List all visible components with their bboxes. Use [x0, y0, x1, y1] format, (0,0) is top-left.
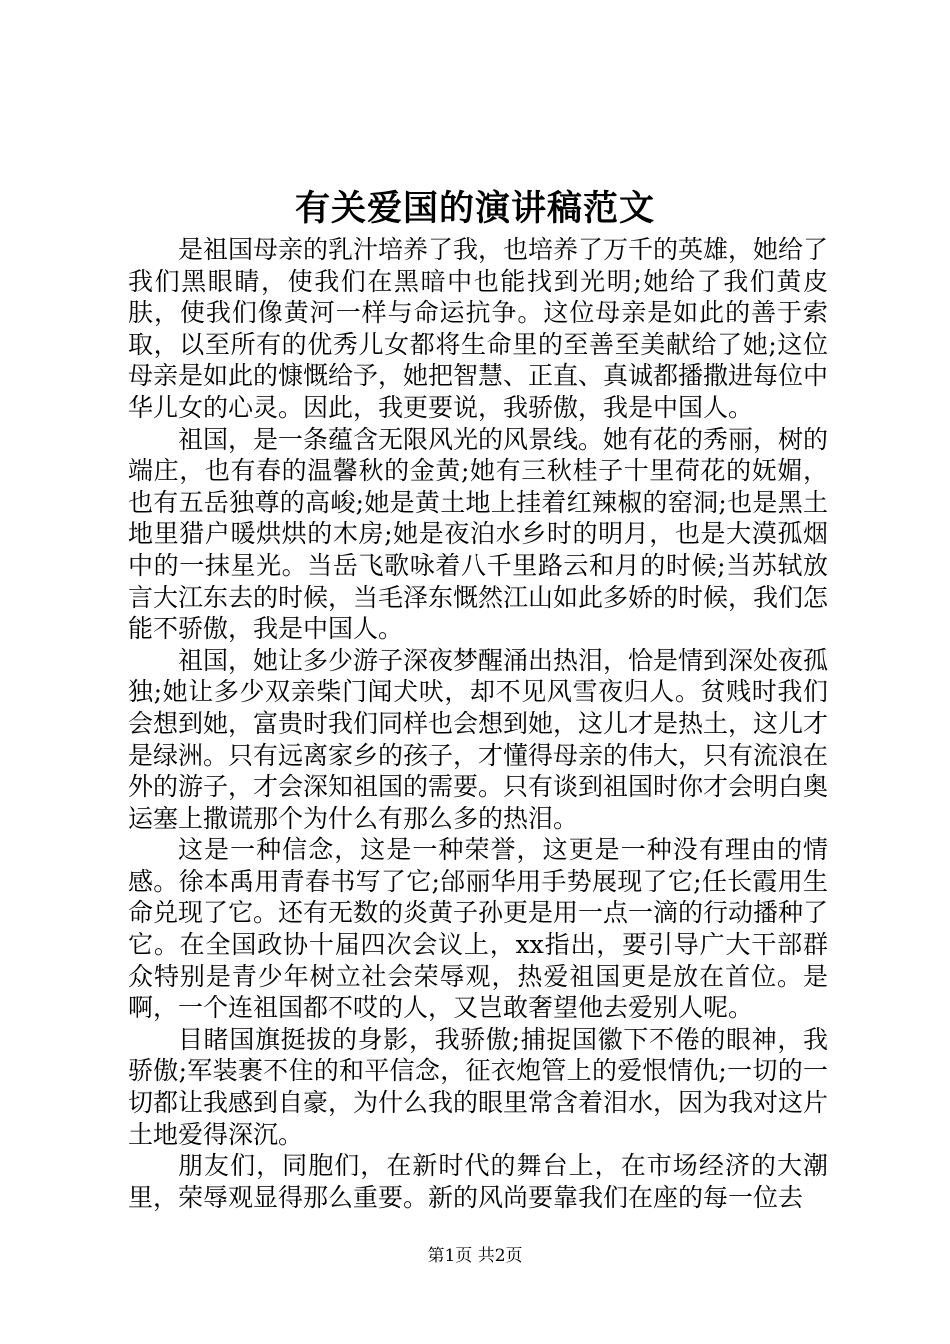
document-body — [128, 234, 828, 1213]
paragraph: 祖国，她让多少游子深夜梦醒涌出热泪，恰是情到深处夜孤独;她让多少双亲柴门闻犬吠，却不见风雪夜归人。贫贱时我们会想到她，富贵时我们同样也会想到她，这儿才是热土，这儿才是绿洲。只有远离家乡的孩子，才懂得母亲的伟大，只有流浪在外的游子，才会深知祖国的需要。只有谈到祖国时你才会明白奥运塞上撒谎那个为什么有那么多的热泪。 — [128, 645, 829, 833]
paragraph: 这是一种信念，这是一种荣誉，这更是一种没有理由的情感。徐本禹用青春书写了它;邰丽华用手势展现了它;任长霞用生命兑现了它。还有无数的炎黄子孙更是用一点一滴的行动播种了它。在全国政协十届四次会议上，xx指出，要引导广大干部群众特别是青少年树立社会荣辱观，热爱祖国更是放在首位。是啊，一个连祖国都不哎的人，又岂敢奢望他去爱别人呢。 — [128, 835, 829, 1023]
paragraph: 朋友们，同胞们，在新时代的舞台上，在市场经济的大潮里，荣辱观显得那么重要。新的风尚要靠我们在座的每一位去 — [128, 1151, 828, 1212]
page-number-footer: 第1页 共2页 — [427, 1246, 523, 1266]
paragraph: 目睹国旗挺拔的身影，我骄傲;捕捉国徽下不倦的眼神，我骄傲;军装裹不住的和平信念，征衣炮管上的爱恨情仇;一切的一切都让我感到自豪，为什么我的眼里常含着泪水，因为我对这片土地爱得深沉。 — [128, 1024, 829, 1149]
paragraph: 祖国，是一条蕴含无限风光的风景线。她有花的秀丽，树的端庄，也有春的温馨秋的金黄;她有三秋桂子十里荷花的妩媚，也有五岳独尊的高峻;她是黄土地上挂着红辣椒的窑洞;也是黑土地里猎户暖烘烘的木房;她是夜泊水乡时的明月，也是大漠孤烟中的一抹星光。当岳飞歌咏着八千里路云和月的时候;当苏轼放言大江东去的时候，当毛泽东慨然江山如此多娇的时候，我们怎能不骄傲，我是中国人。 — [128, 424, 829, 644]
document-title: 有关爱国的演讲稿范文 — [294, 188, 655, 229]
paragraph: 是祖国母亲的乳汁培养了我，也培养了万千的英雄，她给了我们黑眼睛，使我们在黑暗中也能找到光明;她给了我们黄皮肤，使我们像黄河一样与命运抗争。这位母亲是如此的善于索取，以至所有的优秀儿女都将生命里的至善至美献给了她;这位母亲是如此的慷慨给予，她把智慧、正直、真诚都播撒进每位中华儿女的心灵。因此，我更要说，我骄傲，我是中国人。 — [128, 235, 829, 422]
